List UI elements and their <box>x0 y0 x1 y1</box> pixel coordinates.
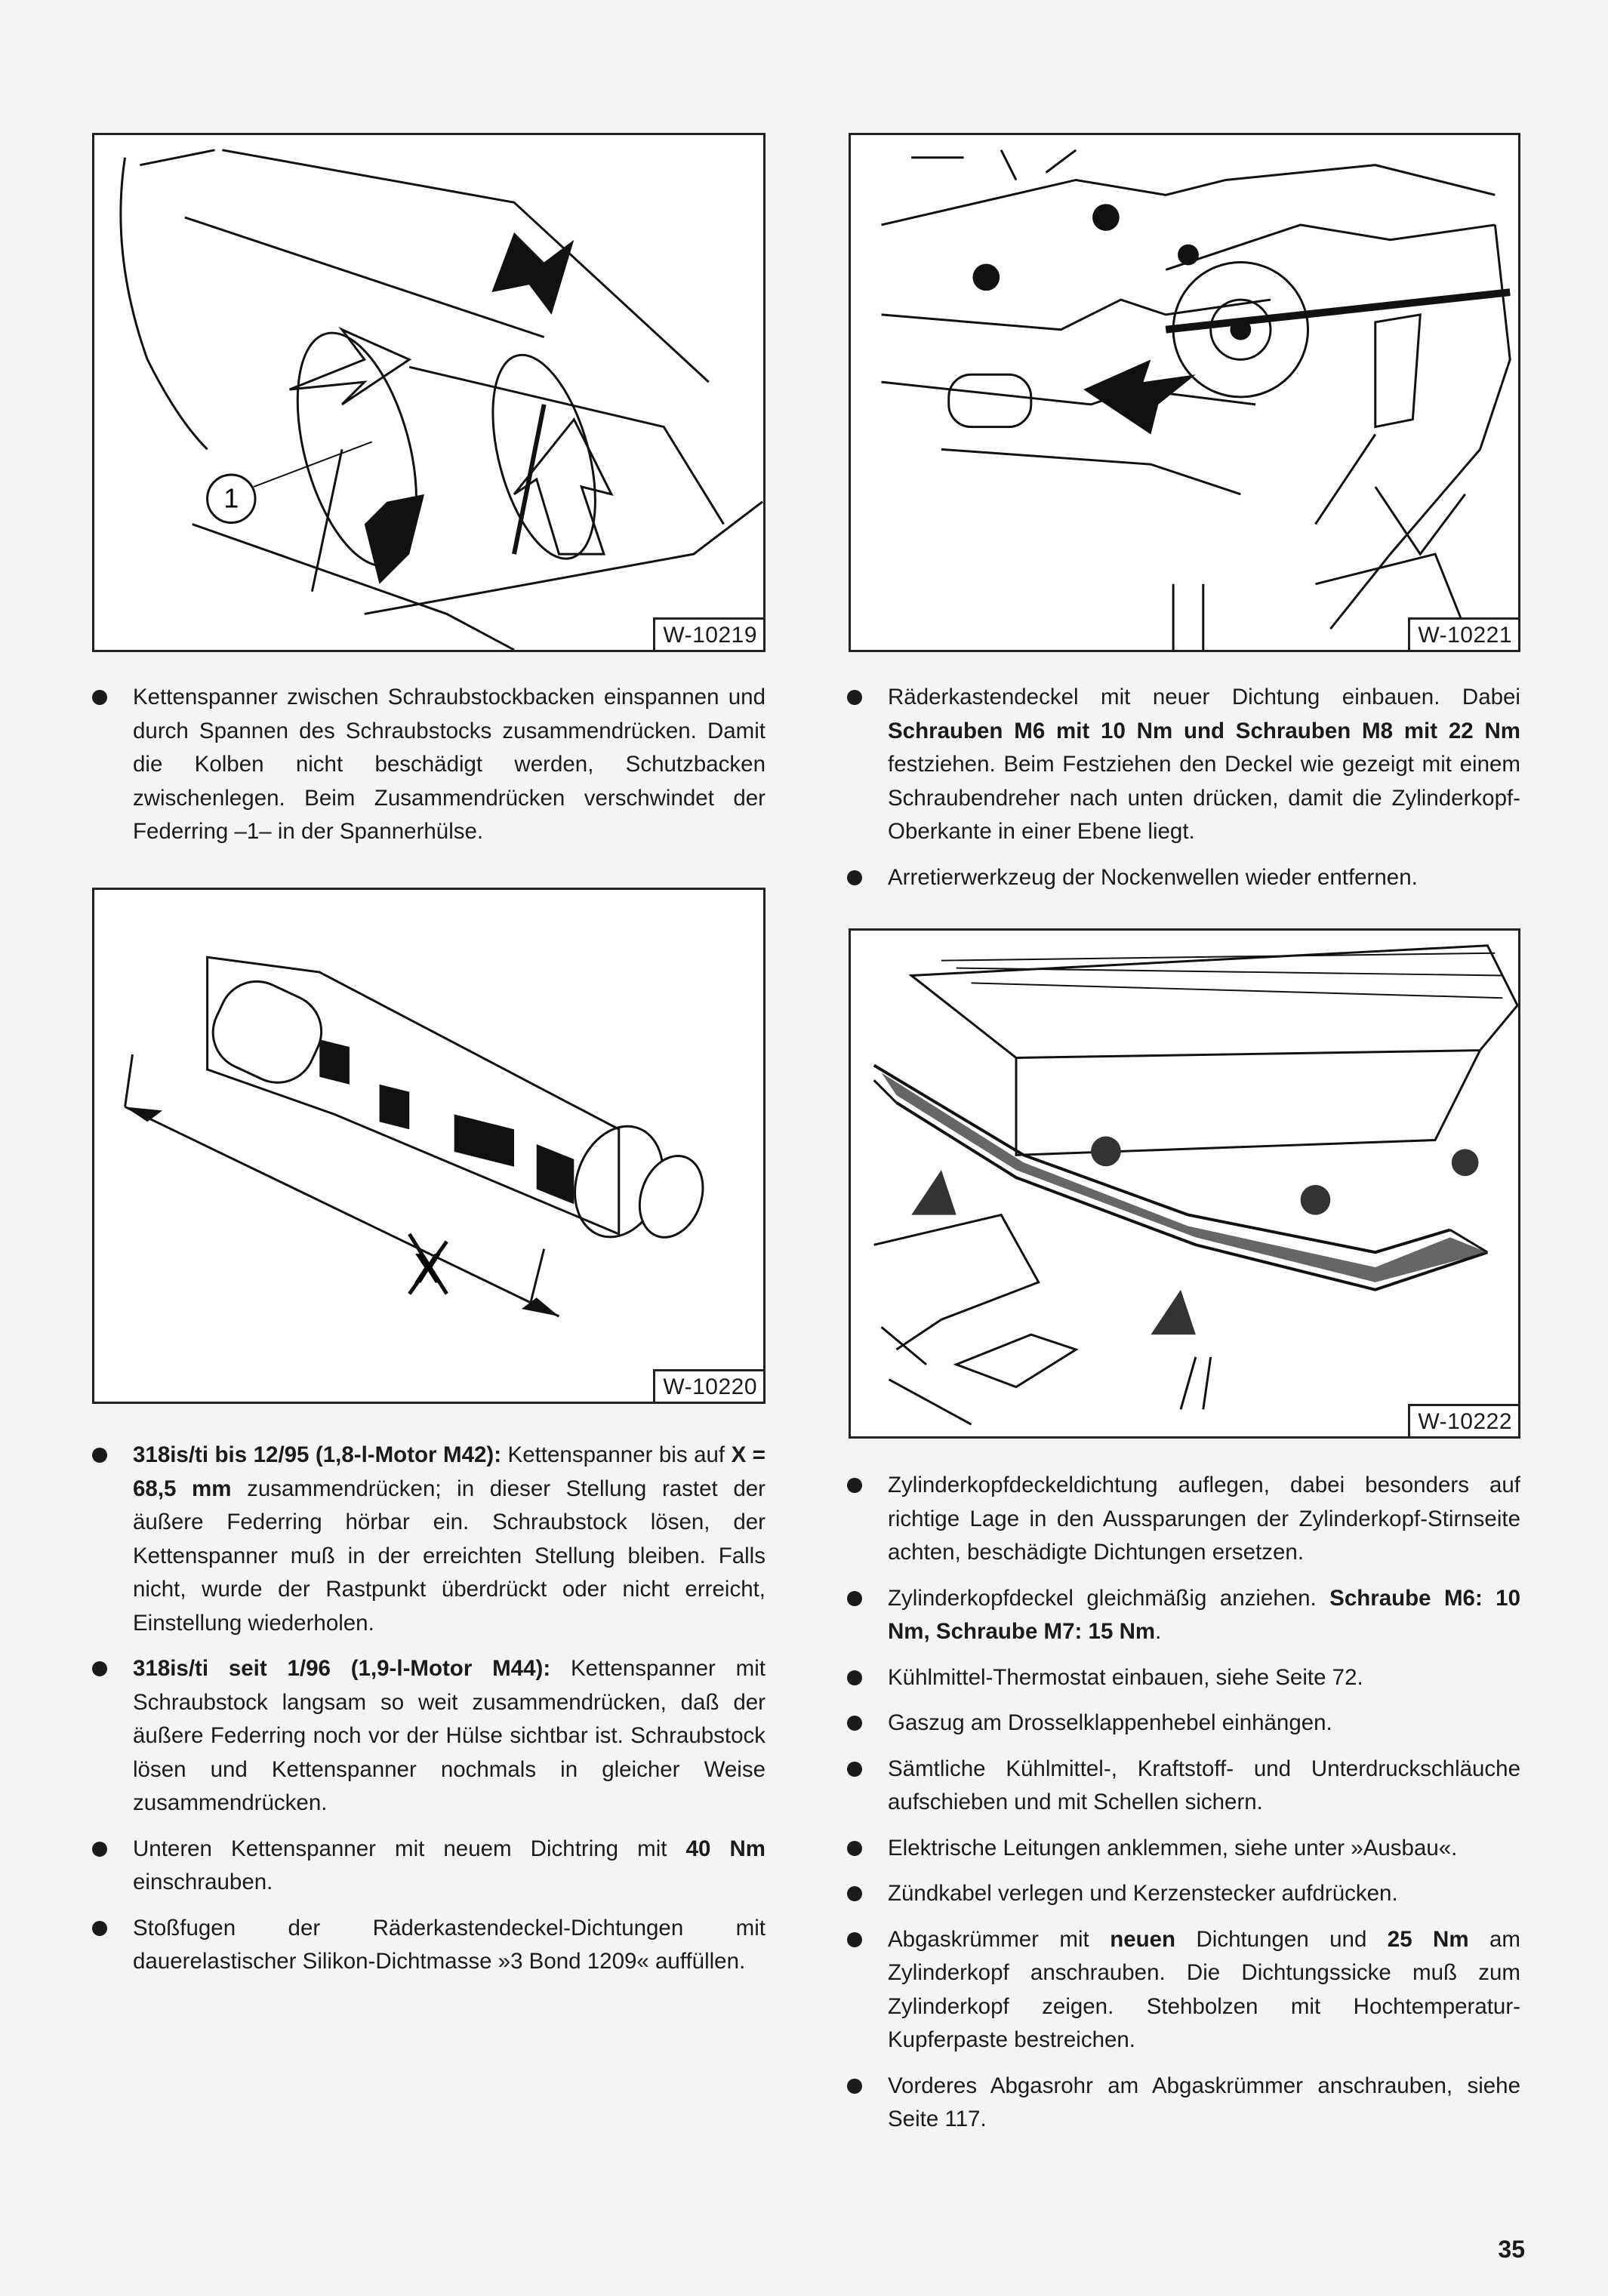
callout-number: 1 <box>223 483 239 514</box>
instruction-text: . <box>1155 1619 1162 1644</box>
bullet-icon <box>847 870 862 885</box>
instruction-text: am Zylinderkopf anschrauben. Die Dichtungssicke muß zum Zylinderkopf zeigen. Stehbolzen mit Hochtemperatur-Kupferpaste bestreichen. <box>888 1926 1520 2052</box>
instruction-text: Kettenspanner zwischen Schraubstockbacken einspannen und durch Spannen des Schraubstocks zusammendrücken. Damit die Kolben nicht beschädigt werden, Schutzbacken zwischenlegen. Beim Zusammendrücken verschwindet der Federring –1– in der Spannerhülse. <box>133 685 765 844</box>
instruction-text: Zylinderkopfdeckel gleichmäßig anziehen. <box>888 1585 1330 1611</box>
torque-spec: 25 Nm <box>1387 1926 1469 1952</box>
torque-spec: Schrauben M6 mit 10 Nm und Schrauben M8 mit 22 Nm <box>888 718 1520 743</box>
bullet-icon <box>847 1841 862 1856</box>
instruction-item <box>92 1439 765 1640</box>
instruction-text: Räderkastendeckel mit neuer Dichtung einbauen. Dabei <box>888 685 1520 709</box>
bullet-icon <box>847 1478 862 1493</box>
figure-w10221 <box>849 133 1520 652</box>
bullet-icon <box>847 1716 862 1731</box>
instruction-text: Sämtliche Kühlmittel-, Kraftstoff- und Unterdruckschläuche aufschieben und mit Schellen sichern. <box>888 1756 1520 1814</box>
instruction-item <box>847 1923 1520 2057</box>
bullet-icon <box>92 1921 107 1936</box>
emphasis: neuen <box>1110 1926 1176 1952</box>
instruction-item <box>847 1582 1520 1649</box>
instruction-item <box>847 861 1520 895</box>
dimension-x-label: X <box>414 1245 442 1292</box>
instruction-text: Kettenspanner mit Schraubstock langsam so weit zusammendrücken, daß der äußere Federring noch vor der Hülse sichtbar ist. Schraubstock lösen und Kettenspanner nochmals in gleicher Weise zusammendrücken. <box>133 1656 765 1815</box>
instruction-text: Dichtungen und <box>1175 1926 1388 1952</box>
instruction-text: Abgaskrümmer mit <box>888 1926 1111 1952</box>
instruction-text: festziehen. Beim Festziehen den Deckel wie gezeigt mit einem Schraubendreher nach unten drücken, damit die Zylinderkopf-Oberkante in einer Ebene liegt. <box>888 752 1520 844</box>
instruction-item <box>92 681 765 849</box>
tensioner-compression-illustration <box>94 135 763 650</box>
bullet-icon <box>847 2079 862 2094</box>
dimension-spec: X = 68,5 mm <box>133 1442 765 1501</box>
right-column-top <box>847 681 1520 906</box>
instruction-item <box>92 1912 765 1979</box>
figure-label: W-10221 <box>1408 617 1518 650</box>
left-column-bottom <box>92 1439 765 1991</box>
instruction-text: Gaszug am Drosselklappenhebel einhängen. <box>888 1710 1332 1735</box>
bullet-icon <box>847 1670 862 1685</box>
bullet-icon <box>847 1762 862 1777</box>
instruction-text: Zylinderkopfdeckeldichtung auflegen, dabei besonders auf richtige Lage in den Aussparungen der Zylinderkopf-Stirnseite achten, beschädigte Dichtungen ersetzen. <box>888 1473 1520 1565</box>
torque-spec: Schraube M6: 10 Nm, Schraube M7: 15 Nm <box>888 1585 1520 1644</box>
instruction-text: Stoßfugen der Räderkastendeckel-Dichtungen mit dauerelastischer Silikon-Dichtmasse »3 Bond 1209« auffüllen. <box>133 1915 765 1974</box>
bullet-icon <box>92 1448 107 1463</box>
bullet-icon <box>92 690 107 705</box>
instruction-text: Kettenspanner bis auf <box>501 1442 732 1467</box>
tensioner-dimension-illustration <box>94 890 763 1402</box>
figure-label: W-10219 <box>653 617 763 650</box>
instruction-item <box>847 2070 1520 2137</box>
instruction-item <box>847 1832 1520 1866</box>
instruction-item <box>847 681 1520 849</box>
page-number: 35 <box>1498 2236 1525 2263</box>
bullet-icon <box>92 1842 107 1857</box>
instruction-item <box>92 1652 765 1820</box>
instruction-item <box>847 1753 1520 1820</box>
right-column-bottom <box>847 1469 1520 2149</box>
instruction-item <box>847 1707 1520 1740</box>
bullet-icon <box>847 1932 862 1947</box>
figure-w10222 <box>849 928 1520 1439</box>
bullet-icon <box>92 1661 107 1676</box>
bullet-icon <box>847 1886 862 1901</box>
engine-variant: 318is/ti bis 12/95 (1,8-l-Motor M42): <box>133 1442 502 1467</box>
instruction-text: Arretierwerkzeug der Nockenwellen wieder entfernen. <box>888 864 1418 890</box>
instruction-text: Vorderes Abgasrohr am Abgaskrümmer anschrauben, siehe Seite 117. <box>888 2073 1520 2131</box>
figure-w10220 <box>92 888 765 1404</box>
bullet-icon <box>847 1591 862 1606</box>
instruction-text: Elektrische Leitungen anklemmen, siehe unter »Ausbau«. <box>888 1835 1458 1860</box>
instruction-item <box>847 1469 1520 1570</box>
instruction-text: Zündkabel verlegen und Kerzenstecker aufdrücken. <box>888 1881 1398 1906</box>
engine-variant: 318is/ti seit 1/96 (1,9-l-Motor M44): <box>133 1656 551 1681</box>
timing-cover-illustration <box>851 135 1518 650</box>
instruction-item <box>847 1661 1520 1695</box>
figure-label: W-10220 <box>653 1369 763 1402</box>
figure-label: W-10222 <box>1408 1404 1518 1436</box>
instruction-text: Unteren Kettenspanner mit neuem Dichtring mit <box>133 1836 686 1861</box>
instruction-text: einschrauben. <box>133 1870 273 1894</box>
instruction-item <box>92 1833 765 1900</box>
instruction-text: zusammendrücken; in dieser Stellung rastet der äußere Federring hörbar ein. Schraubstock lösen, der Kettenspanner muß in der erreichten Stellung bleiben. Falls nicht, wurde der Rastpunkt überdrückt oder nicht erreicht, Einstellung wiederholen. <box>133 1476 765 1636</box>
torque-spec: 40 Nm <box>685 1836 765 1861</box>
left-column-top <box>92 681 765 861</box>
instruction-item <box>847 1877 1520 1911</box>
head-cover-gasket-illustration <box>851 931 1518 1436</box>
figure-w10219 <box>92 133 765 652</box>
bullet-icon <box>847 690 862 705</box>
instruction-text: Kühlmittel-Thermostat einbauen, siehe Seite 72. <box>888 1664 1363 1690</box>
